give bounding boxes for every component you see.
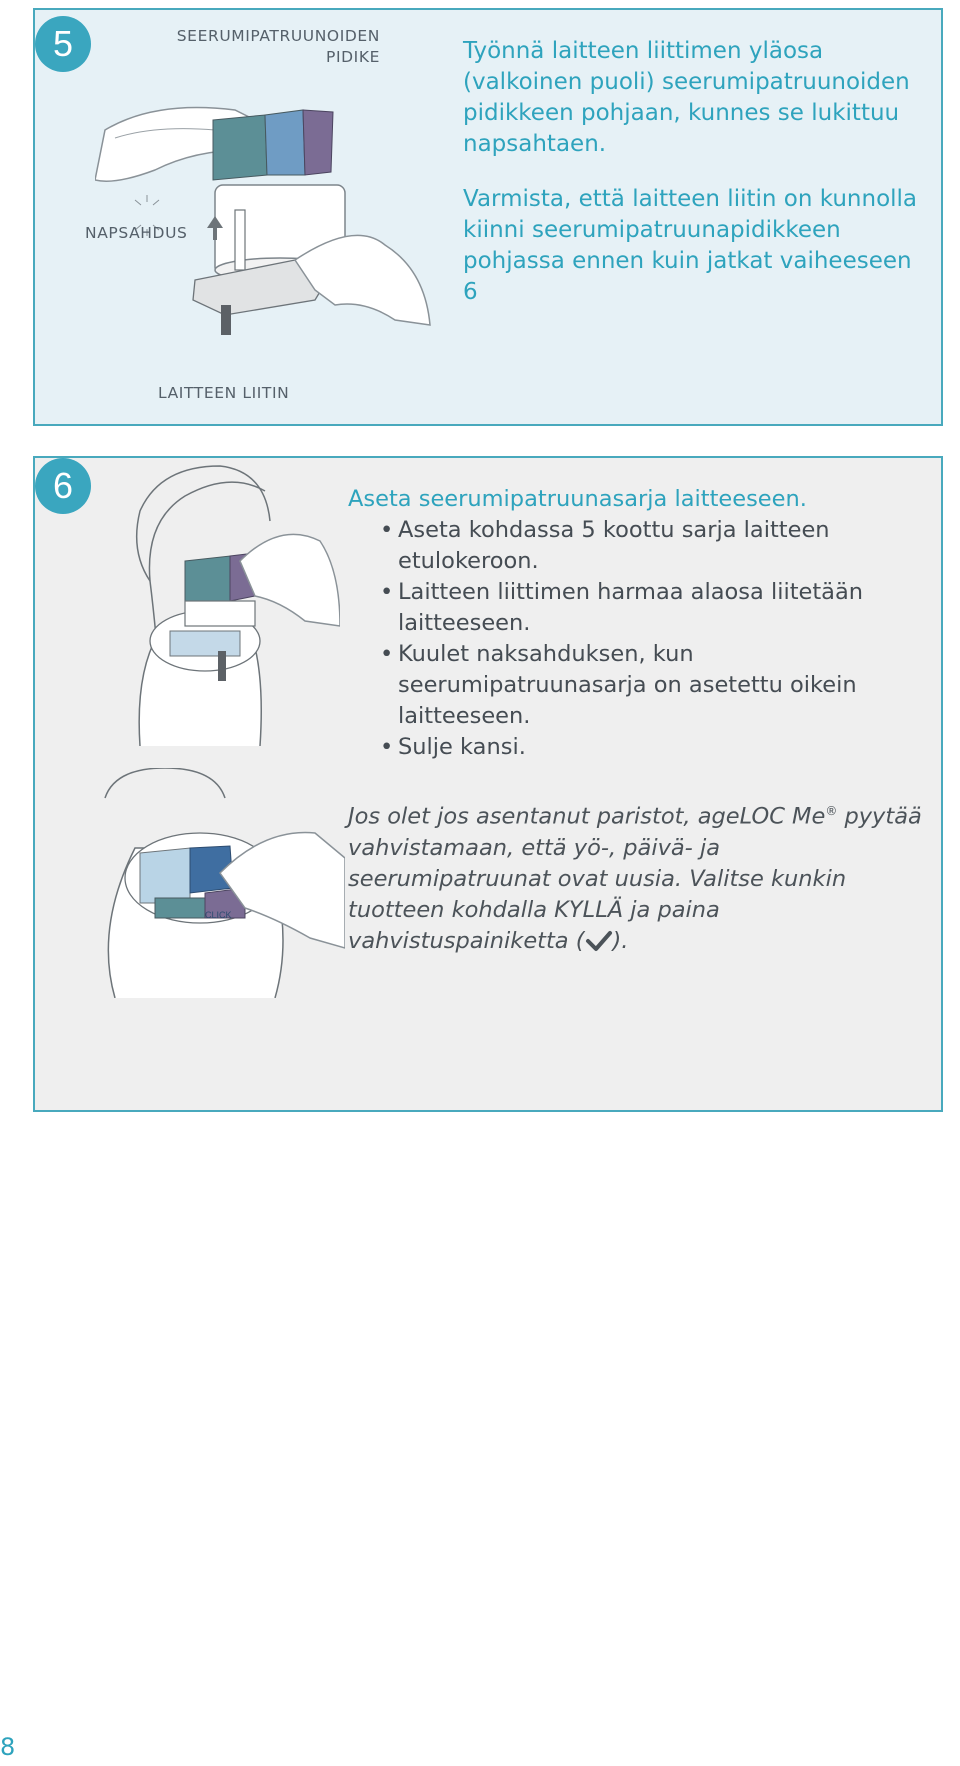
device-connector-label: LAITTEEN LIITIN xyxy=(158,384,290,402)
list-item: • Sulje kansi. xyxy=(380,732,900,763)
step-5-instructions xyxy=(463,36,923,308)
serum-holder-label xyxy=(110,26,380,68)
list-item: • Aseta kohdassa 5 koottu sarja laitteen etulokeroon. xyxy=(380,515,900,577)
note-part-2: pyytää vahvistamaan, että yö-, päivä- ja seerumipatruunat ovat uusia. Valitse kunkin tuotteen kohdalla KYLLÄ ja paina vahvistuspainiketta ( xyxy=(348,803,922,954)
registered-mark: ® xyxy=(825,804,838,818)
serum-holder-label-line1: SEERUMIPATRUUNOIDEN xyxy=(176,27,380,45)
step-5-panel xyxy=(33,8,943,426)
check-icon xyxy=(585,930,613,961)
note-part-3: ). xyxy=(612,927,629,954)
serum-holder-label-line2: PIDIKE xyxy=(326,48,380,66)
step-6-panel xyxy=(33,456,943,1112)
step-number-badge: 5 xyxy=(35,16,91,72)
step-6-title: Aseta seerumipatruunasarja laitteeseen. xyxy=(348,486,807,512)
step-5-paragraph-2: Varmista, että laitteen liitin on kunnolla kiinni seerumipatruunapidikkeen pohjassa ennen kuin jatkat vaiheeseen 6 xyxy=(463,186,918,305)
list-item: • Kuulet naksahduksen, kun seerumipatruunasarja on asetettu oikein laitteeseen. xyxy=(380,639,900,732)
click-text: CLICK xyxy=(205,910,232,920)
step-6-note xyxy=(348,796,928,961)
insert-cartridge-illustration xyxy=(90,461,340,746)
snap-label: NAPSAHDUS xyxy=(85,224,188,242)
page-number: 8 xyxy=(0,1733,16,1761)
close-lid-illustration xyxy=(95,768,345,998)
step-6-bullet-list xyxy=(380,515,900,763)
note-part-1: Jos olet jos asentanut paristot, ageLOC Me xyxy=(348,803,826,830)
step-number-badge: 6 xyxy=(35,458,91,514)
list-item: • Laitteen liittimen harmaa alaosa liitetään laitteeseen. xyxy=(380,577,900,639)
step-5-paragraph-1: Työnnä laitteen liittimen yläosa (valkoinen puoli) seerumipatruunoiden pidikkeen pohjaan, kunnes se lukittuu napsahtaen. xyxy=(463,38,910,157)
